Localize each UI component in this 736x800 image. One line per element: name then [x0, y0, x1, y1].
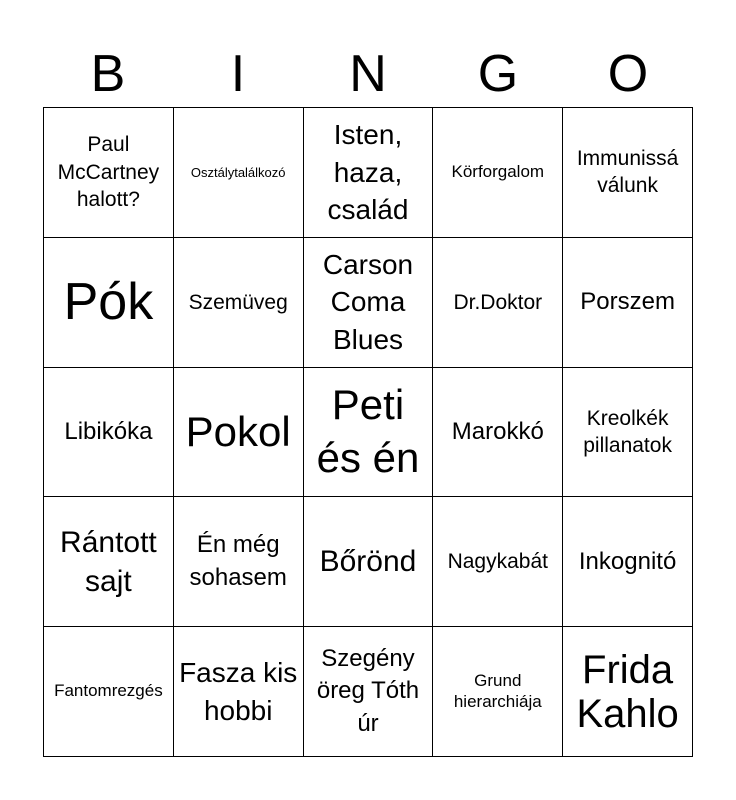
header-letter-n: N	[349, 45, 387, 103]
bingo-cell-r3-c5[interactable]	[563, 368, 693, 498]
bingo-cell-r5-c5[interactable]	[563, 627, 693, 757]
cell-label: Én még sohasem	[189, 531, 287, 591]
cell-label: Fasza kis hobbi	[179, 656, 298, 726]
bingo-cell-r1-c2[interactable]	[174, 108, 304, 238]
cell-label: Fantomrezgés	[54, 681, 163, 701]
bingo-cell-r5-c4[interactable]	[433, 627, 563, 757]
cell-label: Marokkó	[451, 417, 544, 445]
cell-label: Libikóka	[64, 417, 153, 445]
cell-label: Grund hierarchiája	[453, 671, 542, 711]
bingo-cell-r2-c3[interactable]	[304, 238, 434, 368]
cell-label: Frida Kahlo	[576, 647, 679, 736]
bingo-cell-r4-c5[interactable]	[563, 497, 693, 627]
bingo-cell-r1-c4[interactable]	[433, 108, 563, 238]
cell-label: Rántott sajt	[60, 525, 157, 598]
cell-label: Immunissá válunk	[576, 147, 679, 198]
bingo-board	[43, 107, 693, 757]
cell-label: Paul McCartney halott?	[57, 133, 160, 212]
cell-label: Inkognitó	[578, 547, 677, 575]
bingo-cell-r5-c1[interactable]	[44, 627, 174, 757]
header-letter-g: G	[477, 45, 519, 103]
cell-label: Pók	[63, 272, 154, 331]
header-letter-i: I	[230, 45, 246, 103]
cell-label: Kreolkék pillanatok	[583, 406, 672, 457]
bingo-cell-r1-c1[interactable]	[44, 108, 174, 238]
cell-label: Porszem	[580, 288, 675, 315]
bingo-cell-r2-c1[interactable]	[44, 238, 174, 368]
bingo-cell-r3-c2[interactable]	[174, 368, 304, 498]
cell-label: Carson Coma Blues	[322, 248, 414, 356]
bingo-cell-r4-c4[interactable]	[433, 497, 563, 627]
cell-label: Osztálytalálkozó	[190, 164, 286, 180]
bingo-cell-r4-c1[interactable]	[44, 497, 174, 627]
bingo-cell-r4-c2[interactable]	[174, 497, 304, 627]
cell-label: Szemüveg	[188, 290, 288, 314]
bingo-cell-r3-c3[interactable]	[304, 368, 434, 498]
header-letter-o: O	[607, 45, 649, 103]
cell-label: Pokol	[185, 407, 291, 455]
header-letter-b: B	[90, 45, 126, 103]
cell-label: Dr.Doktor	[453, 290, 543, 314]
cell-label: Nagykabát	[447, 550, 548, 574]
bingo-cell-r1-c3[interactable]	[304, 108, 434, 238]
bingo-cell-r2-c4[interactable]	[433, 238, 563, 368]
cell-label: Bőrönd	[319, 545, 417, 579]
bingo-cell-r2-c5[interactable]	[563, 238, 693, 368]
bingo-cell-r4-c3[interactable]	[304, 497, 434, 627]
bingo-cell-r1-c5[interactable]	[563, 108, 693, 238]
bingo-header	[43, 40, 693, 108]
cell-label: Isten, haza, család	[327, 118, 409, 226]
bingo-cell-r2-c2[interactable]	[174, 238, 304, 368]
bingo-cell-r5-c2[interactable]	[174, 627, 304, 757]
bingo-cell-r3-c4[interactable]	[433, 368, 563, 498]
bingo-cell-r3-c1[interactable]	[44, 368, 174, 498]
cell-label: Szegény öreg Tóth úr	[316, 645, 420, 737]
cell-label: Körforgalom	[451, 162, 545, 182]
bingo-cell-r5-c3[interactable]	[304, 627, 434, 757]
cell-label: Peti és én	[316, 381, 420, 481]
